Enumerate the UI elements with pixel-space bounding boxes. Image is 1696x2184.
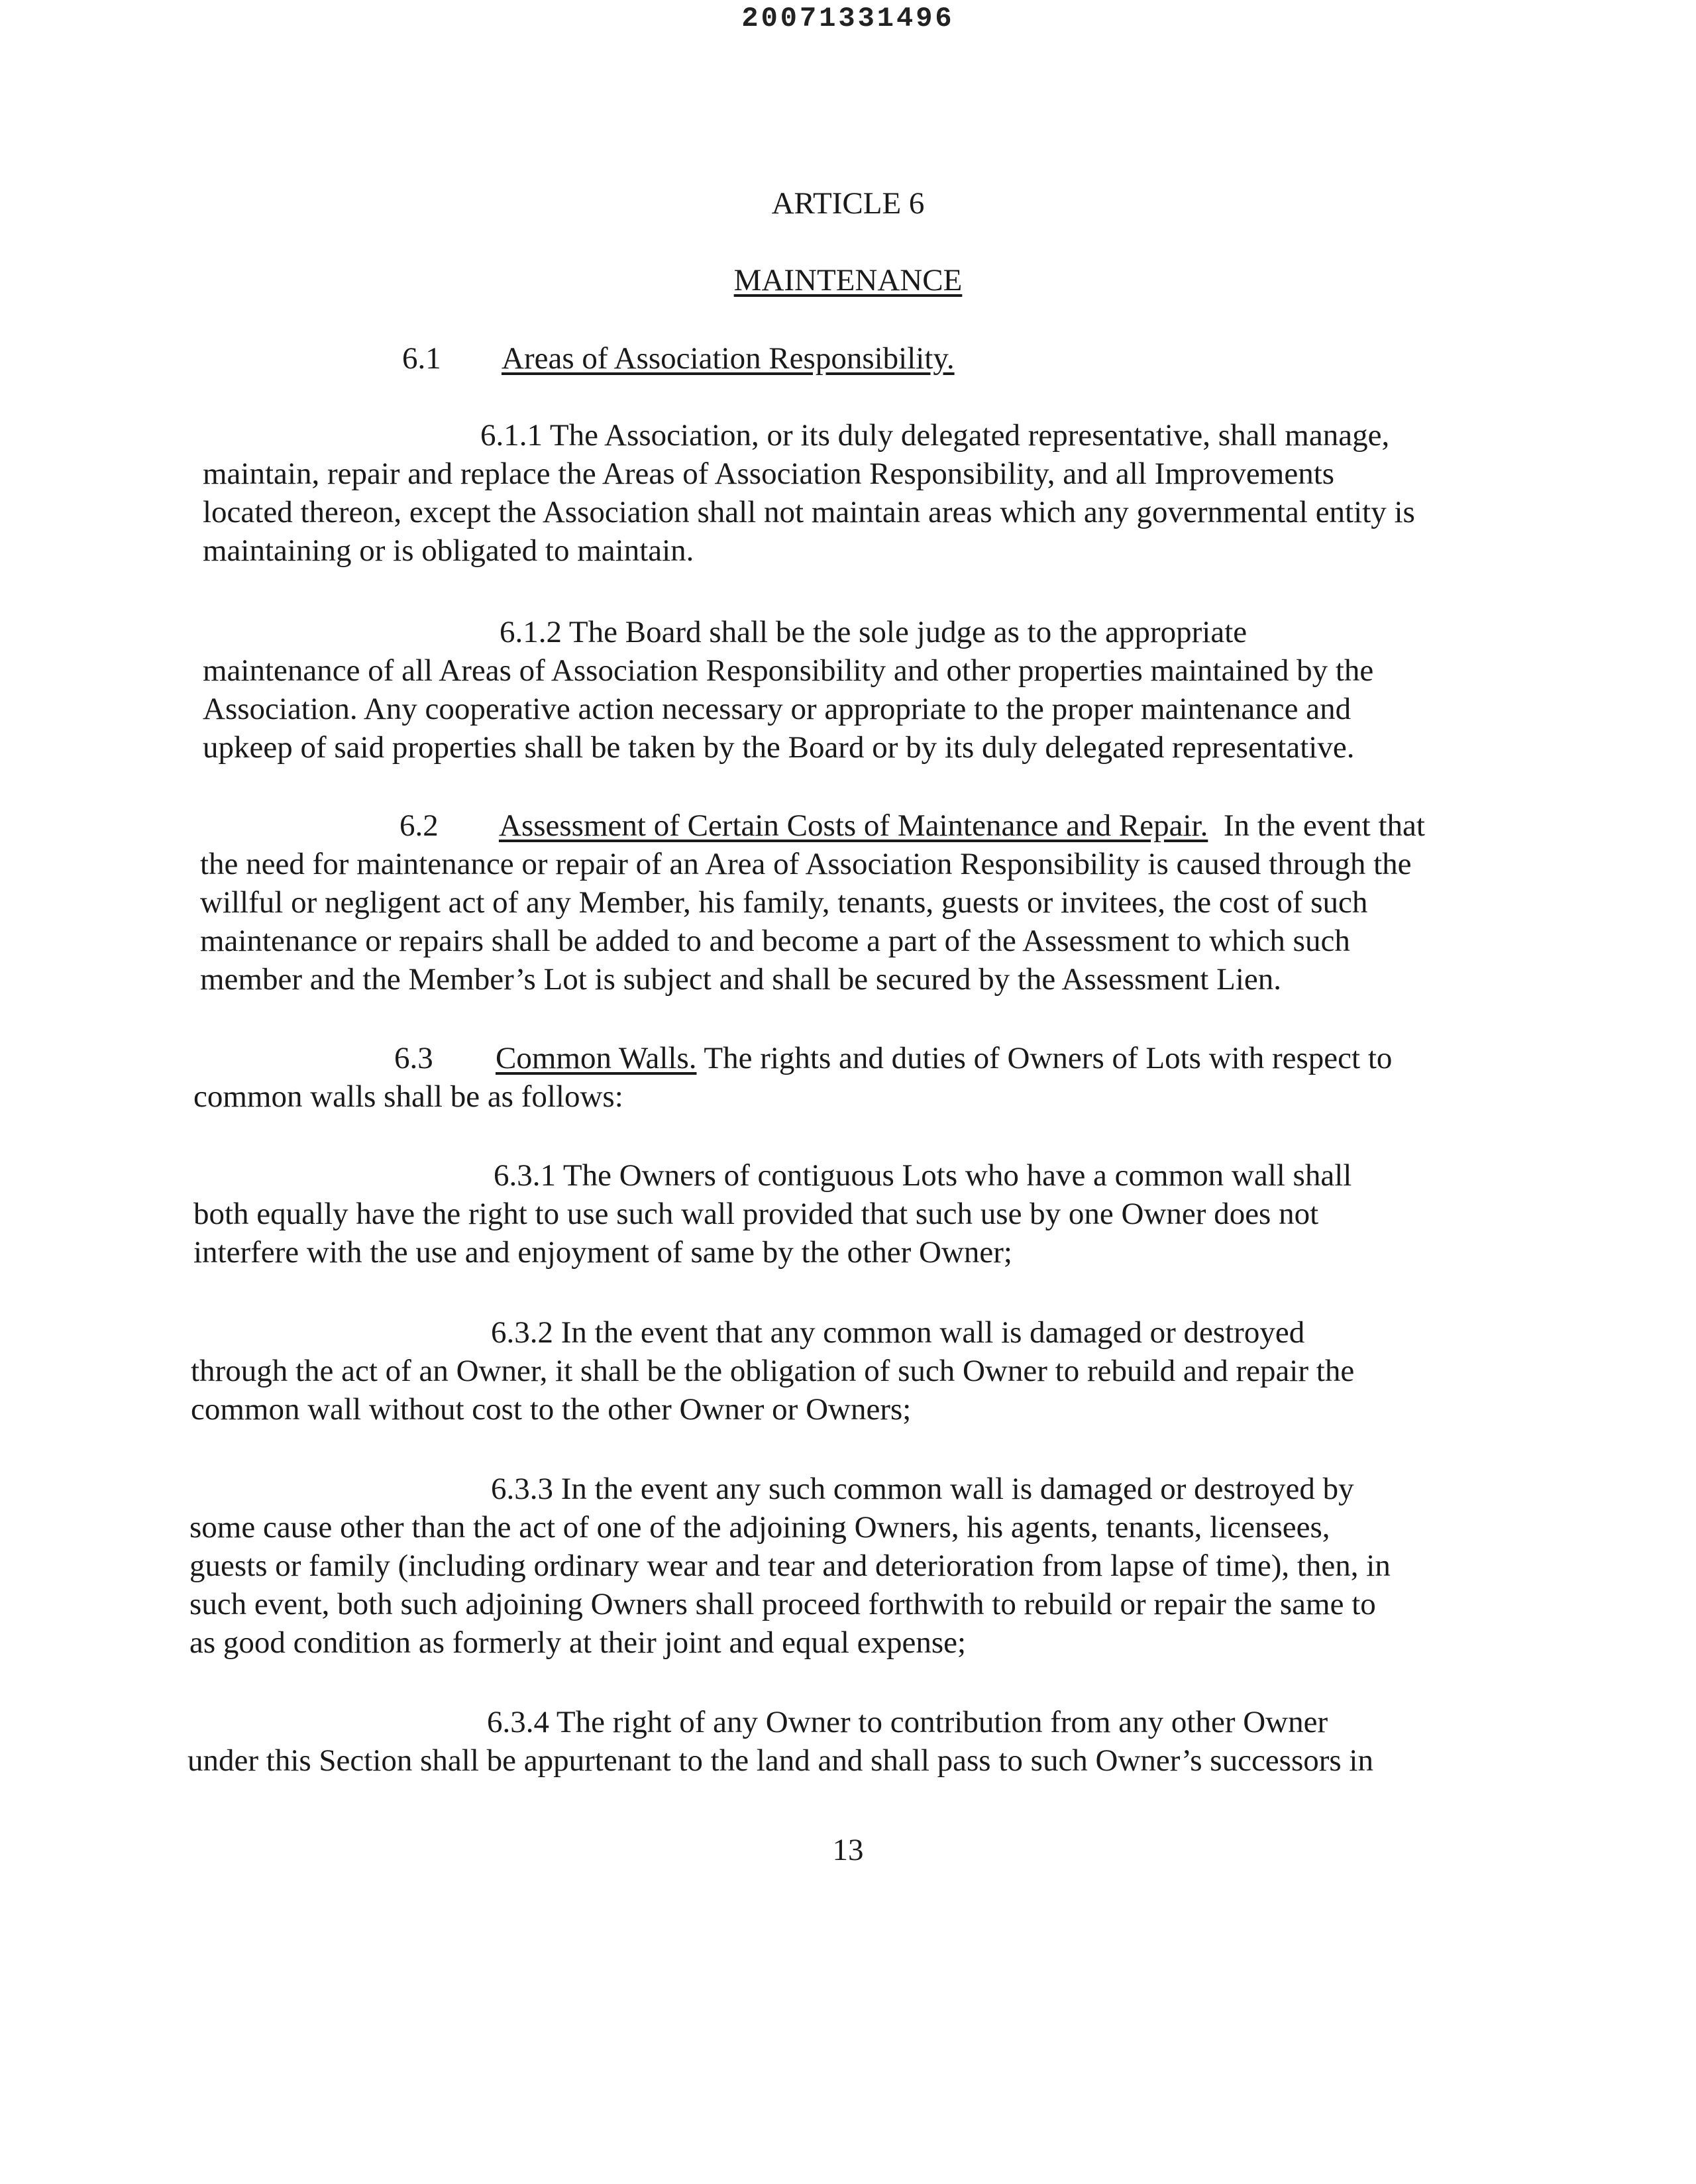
paragraph-6-1-2 xyxy=(203,613,1373,767)
paragraph-line: common walls shall be as follows: xyxy=(193,1079,623,1114)
paragraph-line: maintaining or is obligated to maintain. xyxy=(203,533,694,568)
paragraph-line: as good condition as formerly at their joint and equal expense; xyxy=(189,1625,967,1660)
paragraph-line: member and the Member’s Lot is subject and shall be secured by the Assessment Lien. xyxy=(200,962,1281,997)
paragraph-6-1-1 xyxy=(203,416,1415,570)
paragraph-line: some cause other than the act of one of the adjoining Owners, his agents, tenants, licensees, xyxy=(189,1510,1330,1545)
section-number: 6.3 xyxy=(394,1041,433,1075)
article-title: ARTICLE 6 xyxy=(771,186,925,221)
paragraph-line: 6.3.4 The right of any Owner to contribution from any other Owner xyxy=(487,1705,1328,1739)
paragraph-6-3 xyxy=(193,1039,1392,1116)
paragraph-6-3-3 xyxy=(189,1470,1391,1662)
paragraph-6-3-1 xyxy=(193,1156,1352,1272)
paragraph-line: both equally have the right to use such wall provided that such use by one Owner does not xyxy=(193,1197,1319,1231)
paragraph-first-line xyxy=(193,1039,1392,1077)
paragraph-line: maintenance of all Areas of Association Responsibility and other properties maintained by the xyxy=(203,653,1374,688)
paragraph-6-3-2 xyxy=(191,1313,1354,1429)
paragraph-line: guests or family (including ordinary wear and tear and deterioration from lapse of time), then, in xyxy=(189,1549,1391,1583)
paragraph-line: through the act of an Owner, it shall be the obligation of such Owner to rebuild and repair the xyxy=(191,1354,1355,1388)
article-subtitle-text: MAINTENANCE xyxy=(733,263,963,298)
paragraph-line: the need for maintenance or repair of an Area of Association Responsibility is caused through the xyxy=(200,847,1412,881)
paragraph-line: maintenance or repairs shall be added to and become a part of the Assessment to which such xyxy=(200,924,1350,958)
section-6-1-heading xyxy=(402,341,955,376)
paragraph-line: such event, both such adjoining Owners shall proceed forthwith to rebuild or repair the same to xyxy=(189,1587,1376,1621)
paragraph-first-line xyxy=(200,806,1425,845)
paragraph-text: In the event that xyxy=(1223,808,1425,843)
paragraph-line: 6.3.3 In the event any such common wall is damaged or destroyed by xyxy=(491,1472,1354,1506)
section-number: 6.2 xyxy=(399,808,439,843)
article-subtitle xyxy=(0,262,1696,298)
paragraph-6-2 xyxy=(200,806,1425,999)
paragraph-line: upkeep of said properties shall be taken by the Board or by its duly delegated representative. xyxy=(203,730,1355,765)
paragraph-line: 6.3.2 In the event that any common wall is damaged or destroyed xyxy=(491,1315,1305,1350)
section-title: Common Walls. xyxy=(496,1041,697,1075)
paragraph-text: The rights and duties of Owners of Lots with respect to xyxy=(704,1041,1393,1075)
paragraph-line: 6.3.1 The Owners of contiguous Lots who have a common wall shall xyxy=(494,1158,1352,1193)
paragraph-line: willful or negligent act of any Member, his family, tenants, guests or invitees, the cost of such xyxy=(200,885,1368,920)
paragraph-line: under this Section shall be appurtenant to the land and shall pass to such Owner’s successors in xyxy=(187,1743,1373,1778)
paragraph-line: 6.1.2 The Board shall be the sole judge as to the appropriate xyxy=(500,615,1247,649)
document-number: 20071331496 xyxy=(741,3,955,34)
paragraph-line: interfere with the use and enjoyment of same by the other Owner; xyxy=(193,1235,1012,1270)
paragraph-line: 6.1.1 The Association, or its duly delegated representative, shall manage, xyxy=(480,418,1390,453)
page-number: 13 xyxy=(832,1833,864,1867)
paragraph-line: maintain, repair and replace the Areas of Association Responsibility, and all Improvements xyxy=(203,457,1335,491)
paragraph-6-3-4 xyxy=(187,1703,1373,1780)
paragraph-line: common wall without cost to the other Owner or Owners; xyxy=(191,1392,912,1427)
section-title: Areas of Association Responsibility. xyxy=(502,341,955,376)
section-number: 6.1 xyxy=(402,341,441,376)
section-title: Assessment of Certain Costs of Maintenance and Repair. xyxy=(499,808,1208,843)
paragraph-line: Association. Any cooperative action necessary or appropriate to the proper maintenance and xyxy=(203,692,1352,726)
paragraph-line: located thereon, except the Association shall not maintain areas which any governmental entity is xyxy=(203,495,1415,529)
